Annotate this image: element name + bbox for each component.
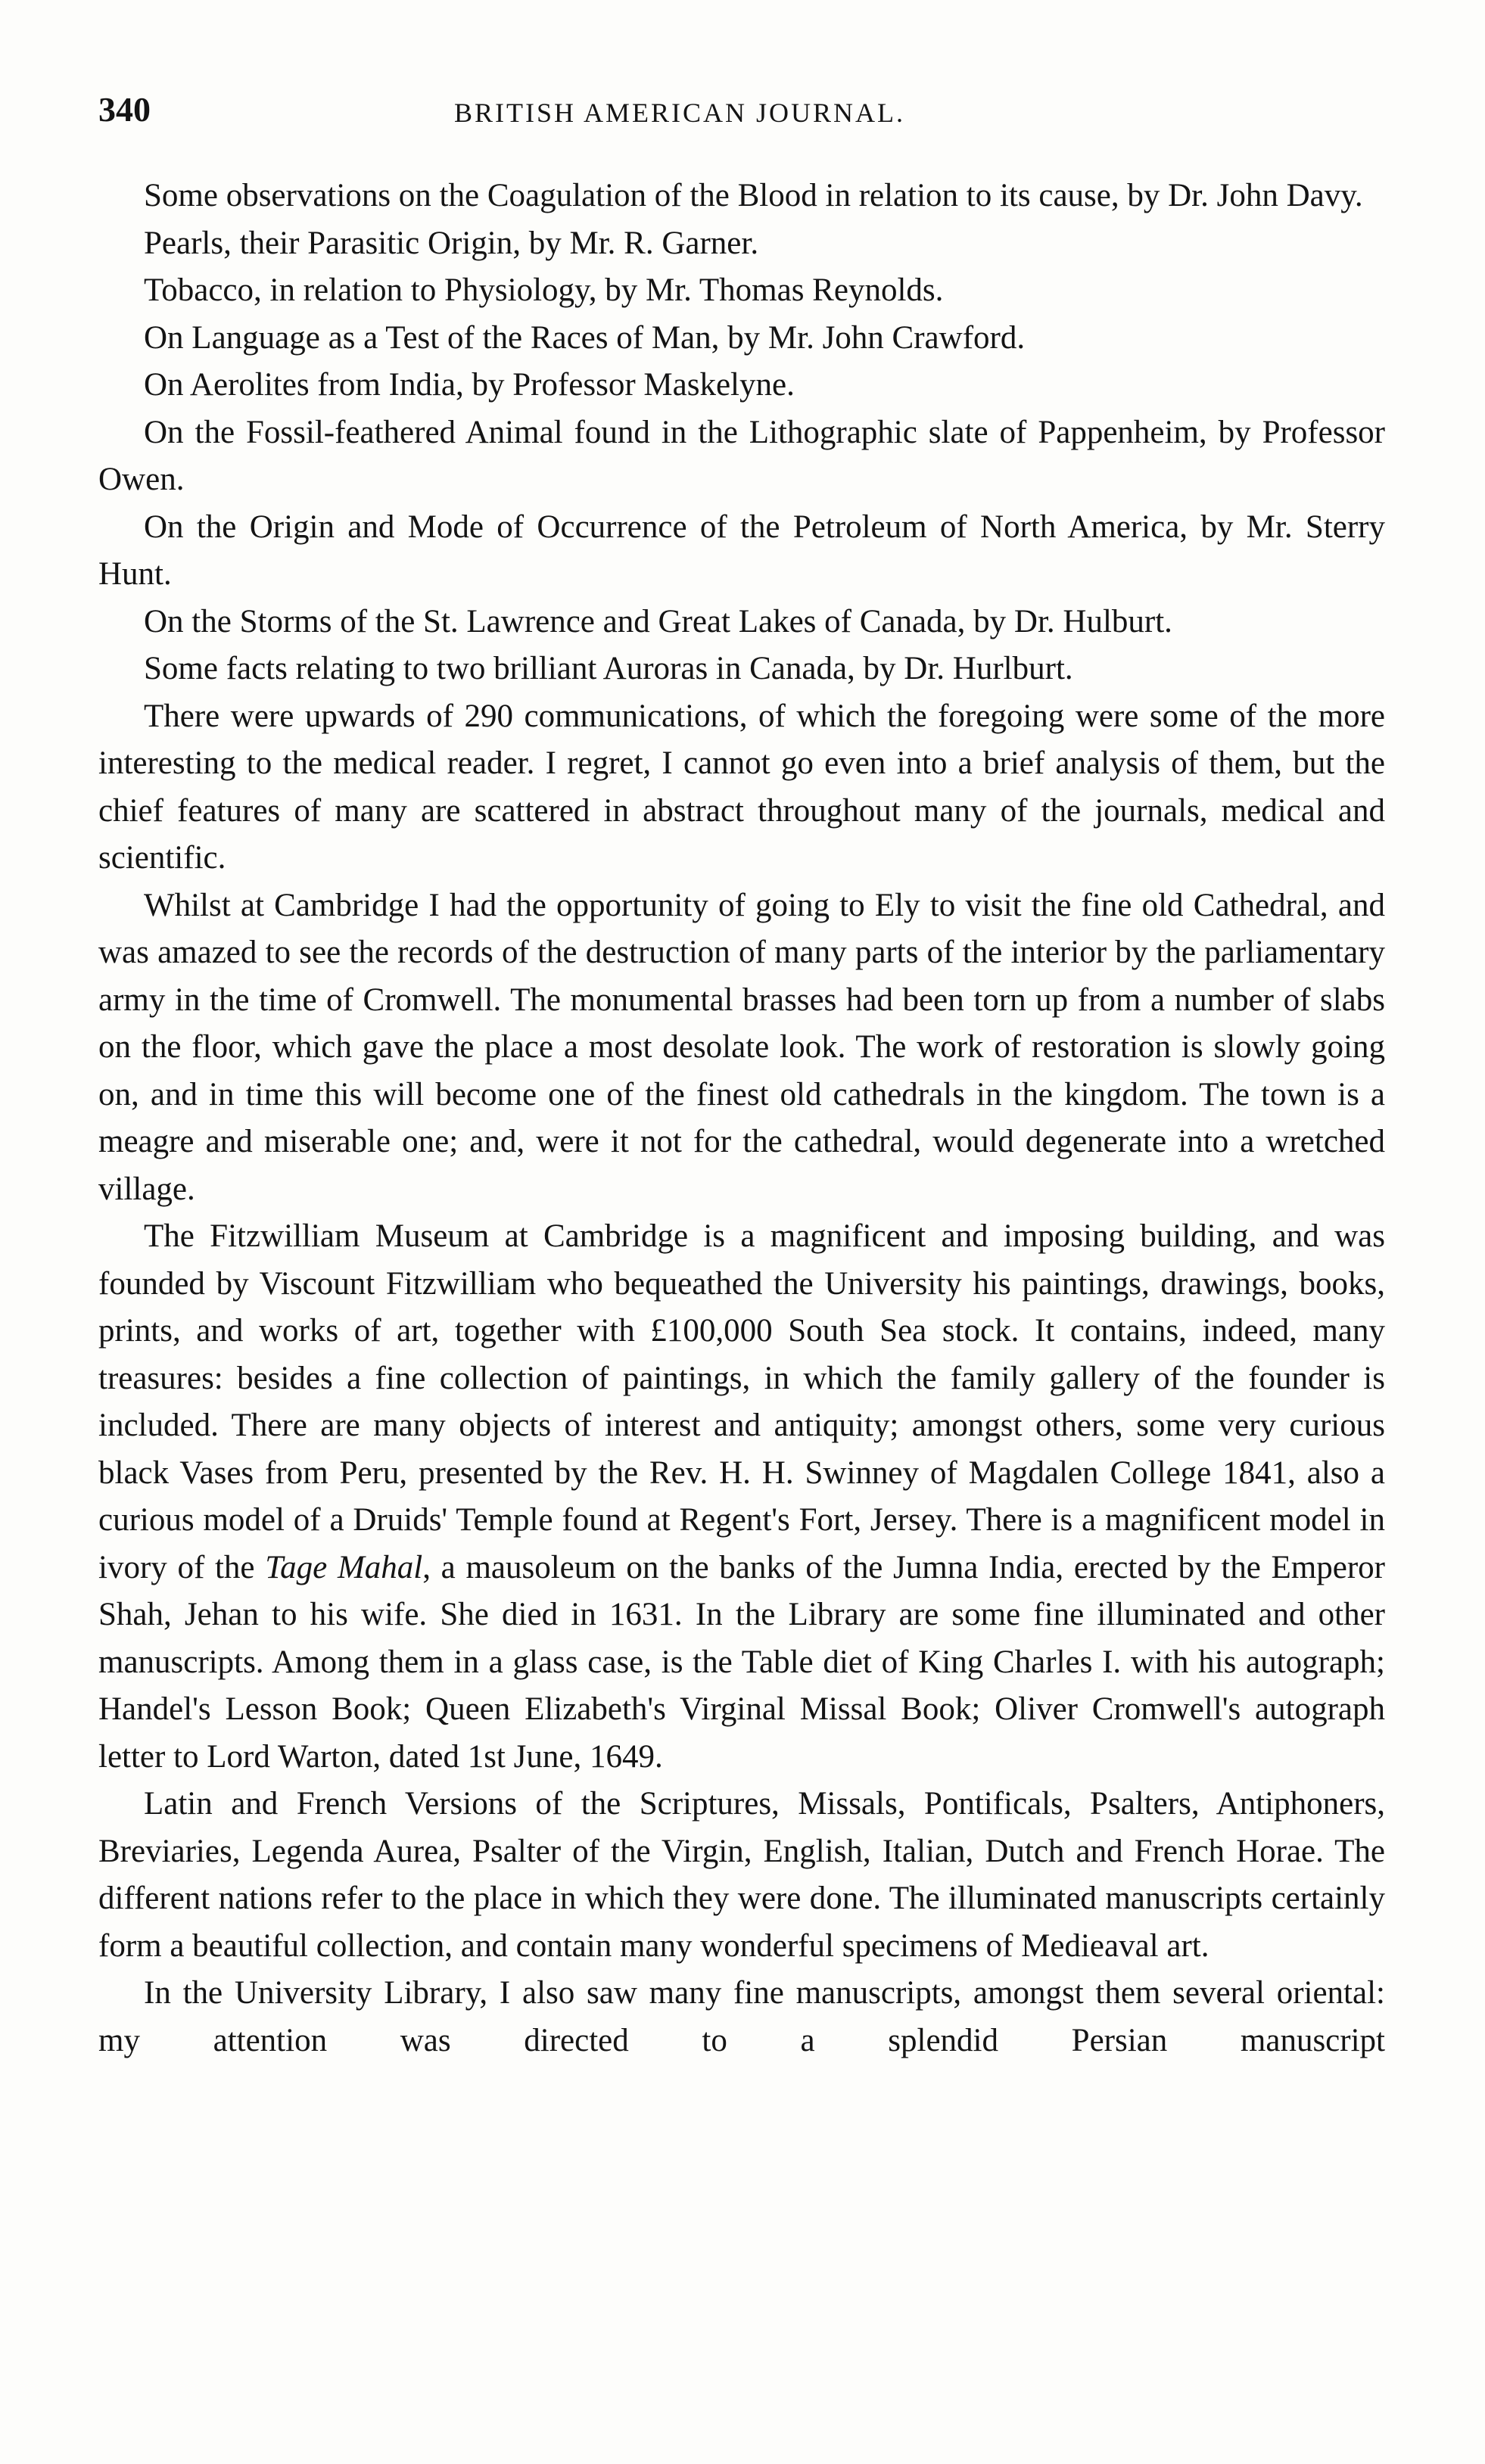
- journal-title: BRITISH AMERICAN JOURNAL.: [454, 98, 906, 128]
- paragraph-ely-cathedral: Whilst at Cambridge I had the opportunity of going to Ely to visit the fine old Cathedral, and was amazed to see the records of the destruction of many parts of the interior by the parliamentary army in the time of Cromwell. The monumental brasses had been torn up from a number of slabs on the floor, which gave the place a most desolate look. The work of restoration is slowly going on, and in time this will become one of the finest old cathedrals in the kingdom. The town is a meagre and miserable one; and, were it not for the cathedral, would degenerate into a wretched village.: [98, 887, 1385, 1207]
- paragraph-petroleum: On the Origin and Mode of Occurrence of the Petroleum of North America, by Mr. Sterry Hunt.: [98, 509, 1385, 592]
- paragraph-language: On Language as a Test of the Races of Man, by Mr. John Crawford.: [144, 319, 1026, 356]
- italic-tage-mahal: Tage Mahal: [265, 1549, 423, 1585]
- paragraph-fossil: On the Fossil-feathered Animal found in the Lithographic slate of Pappenheim, by Professor Owen.: [98, 414, 1385, 497]
- paragraph-aerolites: On Aerolites from India, by Professor Maskelyne.: [144, 367, 795, 403]
- paragraph-fitzwilliam-museum: The Fitzwilliam Museum at Cambridge is a magnificent and imposing building, and was founded by Viscount Fitzwilliam who bequeathed the University his paintings, drawings, books, prints, and works of art, together with £100,000 South Sea stock. It contains, indeed, many treasures: besides a fine collection of paintings, in which the family gallery of the founder is included. There are many objects of interest and antiquity; amongst others, some very curious black Vases from Peru, presented by the Rev. H. H. Swinney of Magdalen College 1841, also a curious model of a Druids' Temple found at Regent's Fort, Jersey. There is a magnificent model in ivory of the Tage Mahal, a mausoleum on the banks of the Jumna India, erected by the Emperor Shah, Jehan to his wife. She died in 1631. In the Library are some fine illuminated and other manuscripts. Among them in a glass case, is the Table diet of King Charles I. with his autograph; Handel's Lesson Book; Queen Elizabeth's Virginal Missal Book; Oliver Cromwell's autograph letter to Lord Warton, dated 1st June, 1649.: [98, 1218, 1385, 1775]
- running-head: [98, 87, 1385, 132]
- paragraph-coagulation: Some observations on the Coagulation of the Blood in relation to its cause, by Dr. John Davy.: [144, 178, 1363, 213]
- paragraph-university-library: In the University Library, I also saw many fine manuscripts, amongst them several oriental: my attention was directed to a splendid Persian manuscript: [98, 1975, 1385, 2058]
- paragraph-latin-french-versions: Latin and French Versions of the Scriptures, Missals, Pontificals, Psalters, Antiphoners, Breviaries, Legenda Aurea, Psalter of the Virgin, English, Italian, Dutch and French Horae. The different nations refer to the place in which they were done. The illuminated manuscripts certainly form a beautiful collection, and contain many wonderful specimens of Medieaval art.: [98, 1786, 1385, 1964]
- paragraph-auroras: Some facts relating to two brilliant Auroras in Canada, by Dr. Hurlburt.: [144, 651, 1073, 686]
- paragraph-pearls: Pearls, their Parasitic Origin, by Mr. R. Garner.: [144, 225, 759, 261]
- paragraph-tobacco: Tobacco, in relation to Physiology, by Mr. Thomas Reynolds.: [144, 272, 944, 308]
- page-number: 340: [98, 90, 151, 129]
- article-body: [98, 173, 1385, 2064]
- paragraph-communications: There were upwards of 290 communications, of which the foregoing were some of the more interesting to the medical reader. I regret, I cannot go even into a brief analysis of them, but the chief features of many are scattered in abstract throughout many of the journals, medical and scientific.: [98, 698, 1385, 876]
- paragraph-storms: On the Storms of the St. Lawrence and Great Lakes of Canada, by Dr. Hulburt.: [144, 603, 1172, 639]
